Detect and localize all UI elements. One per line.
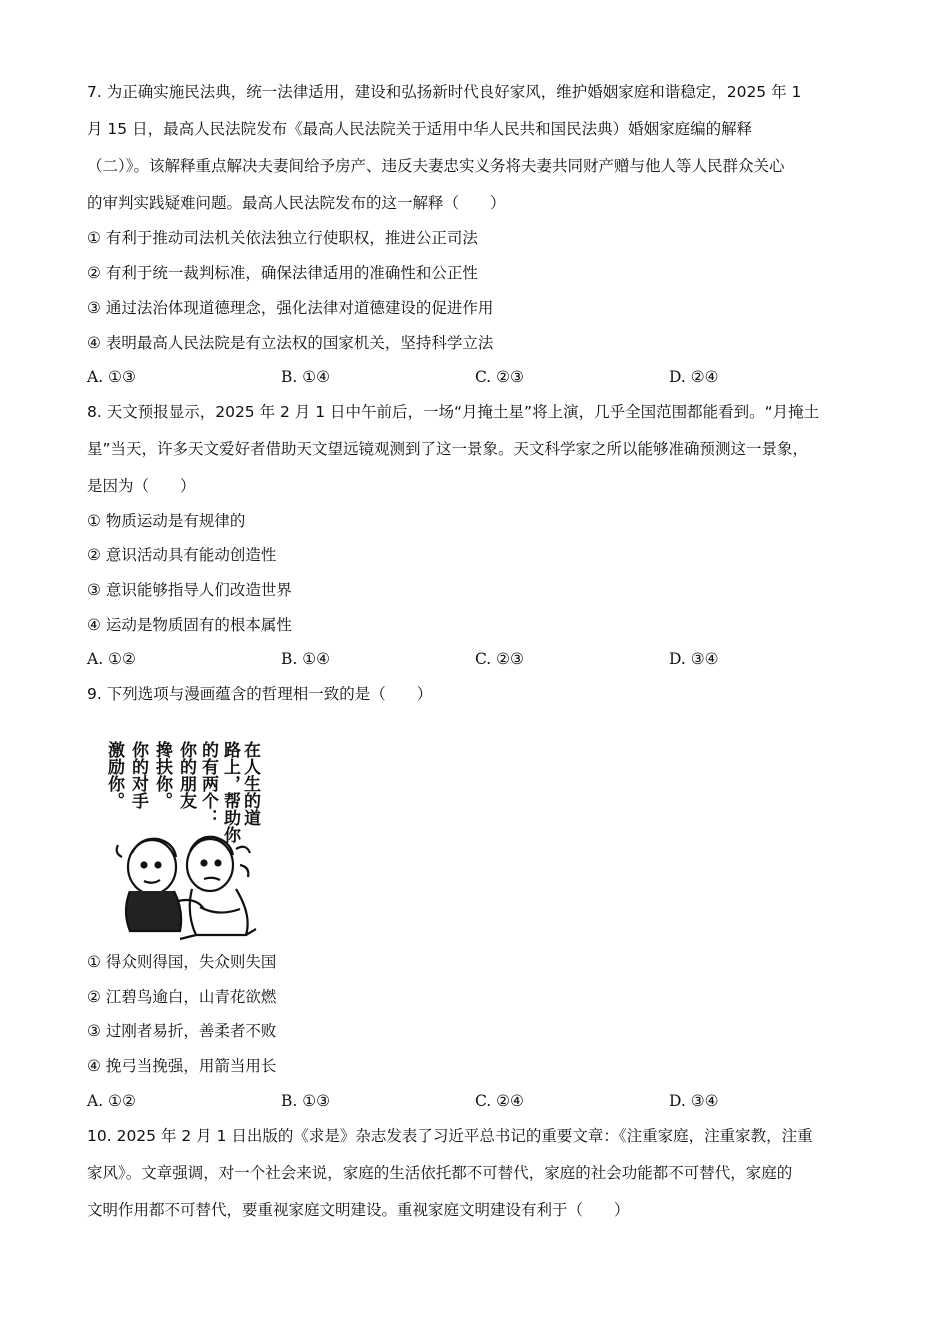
q7-stem-line-3: （二）》。该解释重点解决夫妻间给予房产、违反夫妻忠实义务将夫妻共同财产赠与他人等人民群众关心 (87, 157, 785, 175)
cartoon-image (100, 725, 265, 943)
q8-item-2: ② 意识活动具有能动创造性 (87, 546, 277, 564)
q10-stem-line-3: 文明作用都不可替代，要重视家庭文明建设。重视家庭文明建设有利于（ ） (87, 1201, 630, 1219)
q7-option-b[interactable]: B. ①④ (281, 368, 331, 386)
cartoon-caption-col-2: 路上，帮助你 (220, 741, 240, 843)
cartoon-caption-col-7: 激励你。 (104, 741, 124, 809)
q9-item-1: ① 得众则得国，失众则失国 (87, 953, 277, 971)
q8-option-a[interactable]: A. ①② (87, 650, 136, 668)
q7-option-d[interactable]: D. ②④ (669, 368, 719, 386)
q10-stem-line-2: 家风》。文章强调，对一个社会来说，家庭的生活依托都不可替代，家庭的社会功能都不可替代，家庭的 (87, 1164, 793, 1182)
q8-item-1: ① 物质运动是有规律的 (87, 512, 246, 530)
q10-stem-line-1: 10. 2025 年 2 月 1 日出版的《求是》杂志发表了习近平总书记的重要文章：《注重家庭，注重家教，注重 (87, 1127, 813, 1145)
q7-stem-line-1: 7. 为正确实施民法典，统一法律适用，建设和弘扬新时代良好家风，维护婚姻家庭和谐稳定，2025 年 1 (87, 83, 802, 101)
q7-item-3: ③ 通过法治体现道德理念，强化法律对道德建设的促进作用 (87, 299, 494, 317)
q9-option-c[interactable]: C. ②④ (475, 1092, 524, 1110)
q8-stem-line-2: 星”当天，许多天文爱好者借助天文望远镜观测到了这一景象。天文科学家之所以能够准确预测这一景象， (87, 440, 809, 458)
q8-stem-line-1: 8. 天文预报显示，2025 年 2 月 1 日中午前后，一场“月掩土星”将上演，几乎全国范围都能看到。“月掩土 (87, 403, 820, 421)
q9-item-4: ④ 挽弓当挽强，用箭当用长 (87, 1057, 277, 1075)
q7-option-c[interactable]: C. ②③ (475, 368, 524, 386)
q8-stem-line-3: 是因为（ ） (87, 477, 196, 495)
q8-option-d[interactable]: D. ③④ (669, 650, 719, 668)
cartoon-caption-col-6: 你的对手 (128, 741, 148, 809)
q9-stem-line-1: 9. 下列选项与漫画蕴含的哲理相一致的是（ ） (87, 685, 433, 703)
q7-option-a[interactable]: A. ①③ (87, 368, 136, 386)
q7-item-4: ④ 表明最高人民法院是有立法权的国家机关，坚持科学立法 (87, 334, 494, 352)
q8-item-4: ④ 运动是物质固有的根本属性 (87, 616, 292, 634)
q9-option-b[interactable]: B. ①③ (281, 1092, 331, 1110)
q7-item-2: ② 有利于统一裁判标准，确保法律适用的准确性和公正性 (87, 264, 478, 282)
q9-option-a[interactable]: A. ①② (87, 1092, 136, 1110)
cartoon-figures (117, 837, 256, 939)
cartoon-caption-col-4: 你的朋友 (176, 741, 196, 809)
q9-item-3: ③ 过刚者易折，善柔者不败 (87, 1022, 277, 1040)
q8-option-b[interactable]: B. ①④ (281, 650, 331, 668)
q8-item-3: ③ 意识能够指导人们改造世界 (87, 581, 292, 599)
q9-item-2: ② 江碧鸟逾白，山青花欲燃 (87, 988, 277, 1006)
q7-stem-line-2: 月 15 日，最高人民法院发布《最高人民法院关于适用中华人民共和国民法典）婚姻家庭编的解释 (87, 120, 753, 138)
q9-option-d[interactable]: D. ③④ (669, 1092, 719, 1110)
cartoon-caption-col-3: 的有两个： (198, 741, 218, 826)
q7-stem-line-4: 的审判实践疑难问题。最高人民法院发布的这一解释（ ） (87, 194, 506, 212)
q7-item-1: ① 有利于推动司法机关依法独立行使职权，推进公正司法 (87, 229, 478, 247)
cartoon-caption-col-5: 搀扶你。 (152, 741, 172, 809)
q8-option-c[interactable]: C. ②③ (475, 650, 524, 668)
cartoon-caption-col-1: 在人生的道 (240, 741, 260, 826)
cartoon-caption (104, 740, 261, 844)
